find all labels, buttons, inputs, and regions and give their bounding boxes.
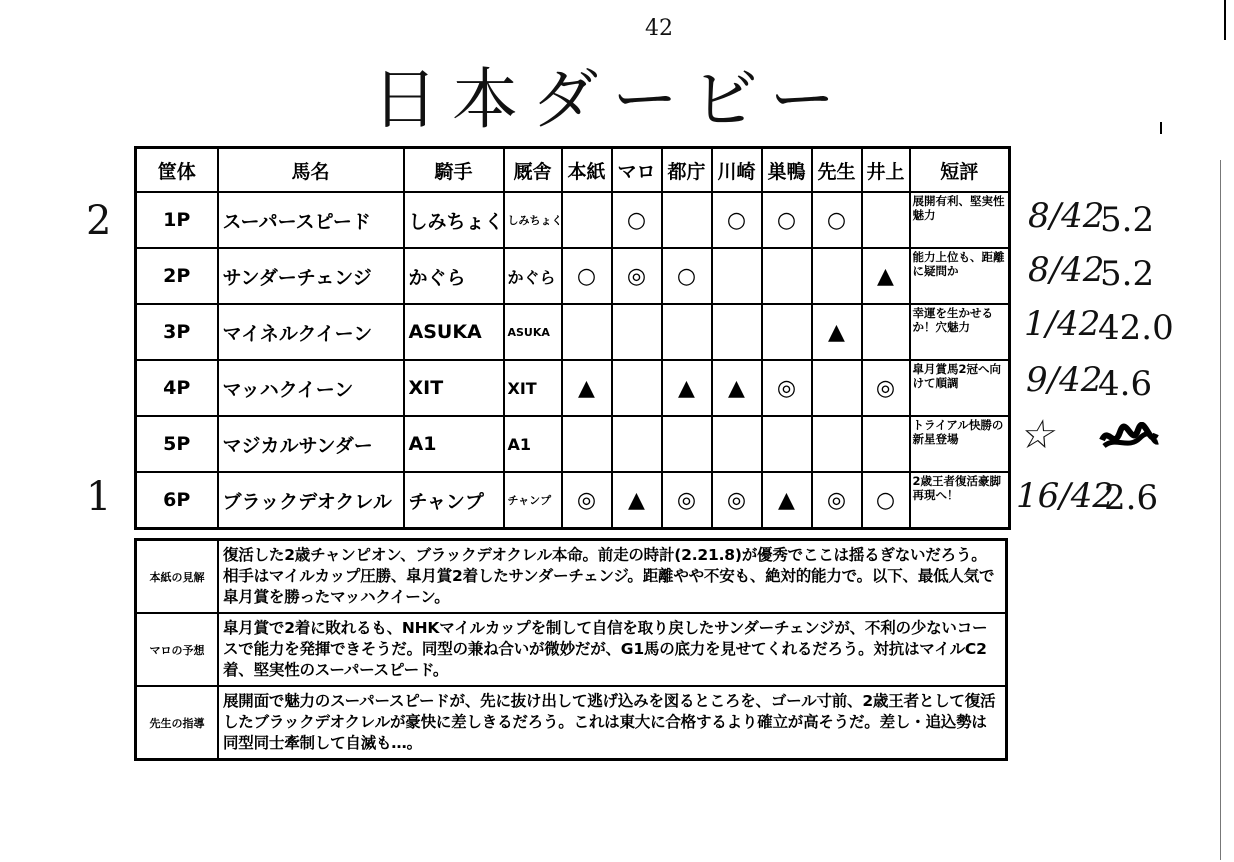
prediction-mark: ▲	[812, 304, 862, 360]
prediction-mark	[862, 304, 910, 360]
prediction-mark	[562, 192, 612, 248]
short-comment: 皐月賞馬2冠へ向けて順調	[910, 360, 1010, 416]
column-header: 騎手	[404, 148, 504, 193]
jockey-name: かぐら	[404, 248, 504, 304]
prediction-mark: ○	[712, 192, 762, 248]
frame-cell: 5P	[136, 416, 218, 472]
commentary-row	[136, 613, 1007, 686]
stable-name: かぐら	[504, 248, 562, 304]
prediction-mark	[662, 416, 712, 472]
frame-cell: 3P	[136, 304, 218, 360]
frame-cell: 2P	[136, 248, 218, 304]
prediction-mark: ○	[762, 192, 812, 248]
commentary-row	[136, 540, 1007, 614]
column-header: 筐体	[136, 148, 218, 193]
table-row	[136, 304, 1010, 360]
horse-name: マッハクイーン	[218, 360, 404, 416]
handwritten-price: 42.0	[1098, 308, 1174, 348]
prediction-mark	[812, 360, 862, 416]
handwritten-odds: 16/42	[1016, 476, 1114, 516]
prediction-mark	[562, 416, 612, 472]
scan-speck	[1160, 122, 1162, 134]
prediction-mark: ◎	[612, 248, 662, 304]
frame-cell: 6P	[136, 472, 218, 529]
handwritten-odds: 8/42	[1028, 250, 1105, 290]
prediction-mark	[762, 416, 812, 472]
scan-edge-line	[1224, 0, 1226, 40]
frame-cell: 1P	[136, 192, 218, 248]
prediction-table	[134, 146, 1011, 530]
prediction-mark	[812, 248, 862, 304]
stable-name: A1	[504, 416, 562, 472]
horse-name: サンダーチェンジ	[218, 248, 404, 304]
prediction-mark	[762, 248, 812, 304]
handwritten-odds: 9/42	[1026, 360, 1103, 400]
prediction-mark: ▲	[612, 472, 662, 529]
handwritten-number: 42	[645, 16, 673, 41]
prediction-mark	[862, 416, 910, 472]
handwritten-rank-row1: 2	[86, 198, 112, 244]
column-header: 厩舎	[504, 148, 562, 193]
prediction-mark: ▲	[862, 248, 910, 304]
horse-name: マイネルクイーン	[218, 304, 404, 360]
prediction-mark: ◎	[862, 360, 910, 416]
column-header: 本紙	[562, 148, 612, 193]
stable-name: ASUKA	[504, 304, 562, 360]
short-comment: 展開有利、堅実性魅力	[910, 192, 1010, 248]
prediction-mark: ▲	[662, 360, 712, 416]
stable-name: チャンプ	[504, 472, 562, 529]
jockey-name: XIT	[404, 360, 504, 416]
column-header: 都庁	[662, 148, 712, 193]
commentary-table	[134, 538, 1008, 761]
table-row	[136, 360, 1010, 416]
prediction-mark	[862, 192, 910, 248]
column-header: 川崎	[712, 148, 762, 193]
prediction-mark: ○	[562, 248, 612, 304]
handwritten-odds: 1/42	[1024, 304, 1101, 344]
stable-name: XIT	[504, 360, 562, 416]
jockey-name: チャンプ	[404, 472, 504, 529]
handwritten-price: 5.2	[1100, 254, 1155, 294]
prediction-mark: ○	[862, 472, 910, 529]
short-comment: 能力上位も、距離に疑問か	[910, 248, 1010, 304]
prediction-mark	[562, 304, 612, 360]
commentary-label: 本紙の見解	[136, 540, 219, 614]
column-header: 先生	[812, 148, 862, 193]
short-comment: 幸運を生かせるか！穴魅力	[910, 304, 1010, 360]
prediction-mark	[662, 192, 712, 248]
stable-name: しみちょく	[504, 192, 562, 248]
horse-name: ブラックデオクレル	[218, 472, 404, 529]
column-header: 短評	[910, 148, 1010, 193]
handwritten-rank-row6: 1	[86, 474, 112, 520]
handwritten-odds: 8/42	[1028, 196, 1105, 236]
table-row	[136, 416, 1010, 472]
commentary-label: 先生の指導	[136, 686, 219, 760]
jockey-name: しみちょく	[404, 192, 504, 248]
prediction-mark	[612, 360, 662, 416]
horse-name: スーパースピード	[218, 192, 404, 248]
prediction-mark	[712, 248, 762, 304]
prediction-mark: ○	[612, 192, 662, 248]
prediction-mark: ▲	[712, 360, 762, 416]
column-header: 巣鴨	[762, 148, 812, 193]
frame-cell: 4P	[136, 360, 218, 416]
prediction-mark: ▲	[762, 472, 812, 529]
column-header: 井上	[862, 148, 910, 193]
handwritten-star-icon: ☆	[1018, 412, 1054, 458]
table-row	[136, 192, 1010, 248]
prediction-mark: ▲	[562, 360, 612, 416]
scribble-icon	[1098, 422, 1160, 452]
prediction-mark	[762, 304, 812, 360]
commentary-row	[136, 686, 1007, 760]
handwritten-price: 5.2	[1100, 200, 1155, 240]
horse-name: マジカルサンダー	[218, 416, 404, 472]
page-title: 日本ダービー	[372, 61, 850, 138]
table-row	[136, 248, 1010, 304]
column-header: マロ	[612, 148, 662, 193]
jockey-name: ASUKA	[404, 304, 504, 360]
scan-edge-line	[1220, 160, 1221, 860]
commentary-text: 復活した2歳チャンピオン、ブラックデオクレル本命。前走の時計(2.21.8)が優秀でここは揺るぎないだろう。相手はマイルカップ圧勝、皐月賞2着したサンダーチェンジ。距離やや不安も、絶対的能力で。以下、最低人気で皐月賞を勝ったマッハクイーン。	[218, 540, 1007, 614]
prediction-mark	[662, 304, 712, 360]
prediction-mark: ○	[662, 248, 712, 304]
prediction-mark	[812, 416, 862, 472]
prediction-mark: ○	[812, 192, 862, 248]
commentary-text: 展開面で魅力のスーパースピードが、先に抜け出して逃げ込みを図るところを、ゴール寸前、2歳王者として復活したブラックデオクレルが豪快に差しきるだろう。これは東大に合格するより確立が高そうだ。差し・追込勢は同型同士牽制して自滅も…。	[218, 686, 1007, 760]
commentary-label: マロの予想	[136, 613, 219, 686]
table-header-row	[136, 148, 1010, 193]
handwritten-price: 4.6	[1098, 364, 1153, 404]
prediction-mark: ◎	[662, 472, 712, 529]
prediction-mark: ◎	[712, 472, 762, 529]
prediction-mark: ◎	[762, 360, 812, 416]
prediction-mark	[612, 304, 662, 360]
prediction-mark: ◎	[562, 472, 612, 529]
short-comment: トライアル快勝の新星登場	[910, 416, 1010, 472]
prediction-mark: ◎	[812, 472, 862, 529]
short-comment: 2歳王者復活豪脚再現へ！	[910, 472, 1010, 529]
prediction-mark	[712, 304, 762, 360]
table-row	[136, 472, 1010, 529]
handwritten-price: 2.6	[1104, 478, 1159, 518]
jockey-name: A1	[404, 416, 504, 472]
column-header: 馬名	[218, 148, 404, 193]
commentary-text: 皐月賞で2着に敗れるも、NHKマイルカップを制して自信を取り戻したサンダーチェンジが、不利の少ないコースで能力を発揮できそうだ。同型の兼ね合いが微妙だが、G1馬の底力を見せてくれるだろう。対抗はマイルC2着、堅実性のスーパースピード。	[218, 613, 1007, 686]
prediction-mark	[712, 416, 762, 472]
prediction-mark	[612, 416, 662, 472]
